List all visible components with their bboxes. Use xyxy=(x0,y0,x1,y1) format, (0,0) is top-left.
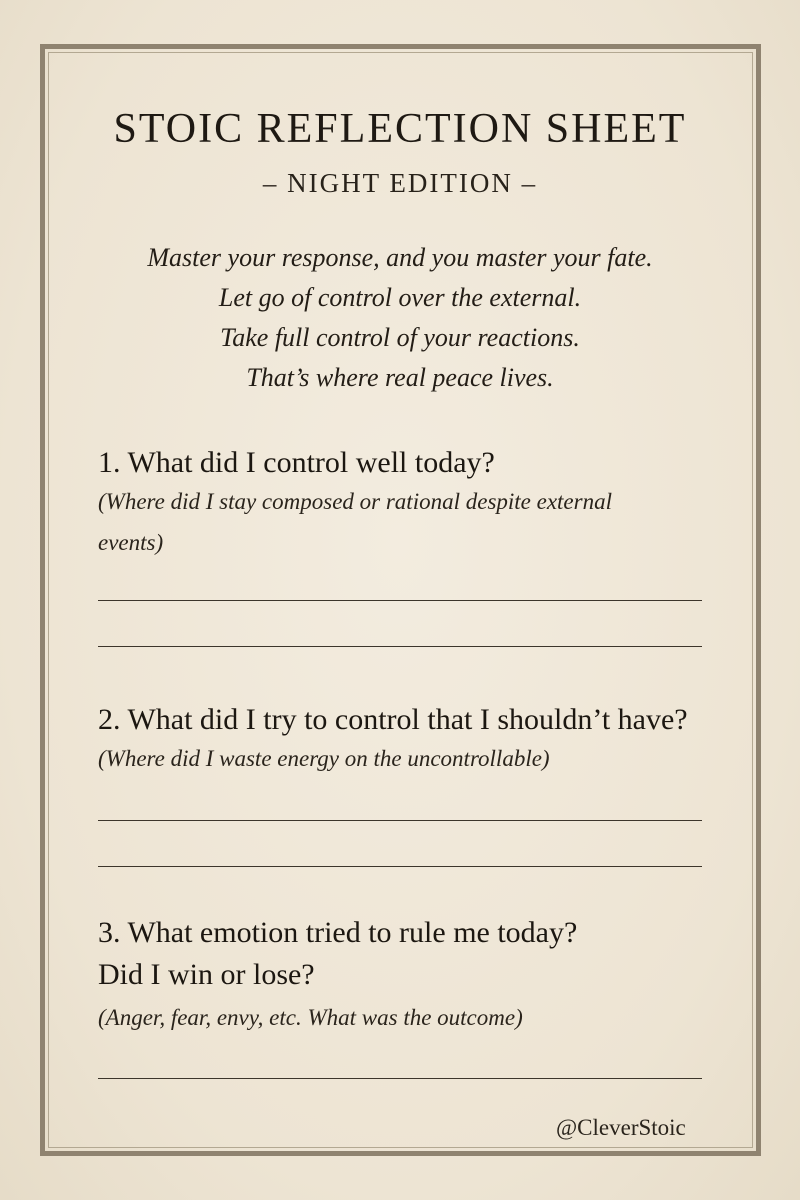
quote-line-4: That’s where real peace lives. xyxy=(246,363,554,392)
question-3-title-line-2: Did I win or lose? xyxy=(98,958,315,991)
question-1-title: 1. What did I control well today? xyxy=(98,446,495,479)
quote-line-3: Take full control of your reactions. xyxy=(220,323,580,352)
question-3-hint: (Anger, fear, envy, etc. What was the outcome) xyxy=(98,1005,523,1030)
question-1-hint-line-2: events) xyxy=(98,530,164,555)
sheet-title: STOIC REFLECTION SHEET xyxy=(113,106,687,152)
answer-line[interactable] xyxy=(98,866,702,867)
answer-line[interactable] xyxy=(98,820,702,821)
quote-line-2: Let go of control over the external. xyxy=(218,283,582,312)
quote-line-1: Master your response, and you master your fate. xyxy=(147,243,653,272)
answer-line[interactable] xyxy=(98,646,702,647)
author-handle: @CleverStoic xyxy=(556,1115,686,1140)
question-2-title: 2. What did I try to control that I shouldn’t have? xyxy=(98,703,688,736)
sheet-subtitle: – NIGHT EDITION – xyxy=(262,168,538,198)
question-1-hint-line-1: (Where did I stay composed or rational despite external xyxy=(98,489,612,514)
answer-line[interactable] xyxy=(98,600,702,601)
question-3-title-line-1: 3. What emotion tried to rule me today? xyxy=(98,916,578,949)
answer-line[interactable] xyxy=(98,1078,702,1079)
question-2-hint: (Where did I waste energy on the uncontrollable) xyxy=(98,746,550,771)
